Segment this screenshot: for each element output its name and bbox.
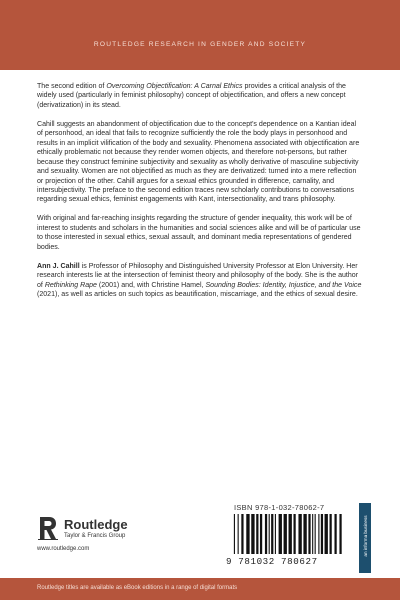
paragraph-intro-start: The second edition of (37, 83, 107, 90)
publisher-name: Routledge (64, 517, 128, 532)
paragraph-argument: Cahill suggests an abandonment of objectification due to the concept's dependence on a Kantian ideal of personhood, an ideal that fails to recognize sufficiently the role the body plays in personhood and results in an implicit vilification of the body and sexuality. Phenomena associated with objectification are ethically problematic not because they render women objects, and therefore not-persons, but rather because they construct feminine subjectivity and sexuality as wholly derivative of masculine subjectivity and sexuality. Women are not objectified as much as they are derivatized: turned into a mere reflection or projection of the other. Cahill argues for a sexual ethics grounded in difference, carnality, and intersubjectivity. The preface to the second edition traces new scholarly contributions to conversations regarding sexual ethics, feminist engagements with Kant, intersectionality, and trans philosophy. (37, 120, 360, 204)
book-title: Overcoming Objectification: A Carnal Ethics (106, 83, 243, 90)
informa-strip (359, 503, 371, 573)
header-band (0, 0, 400, 70)
footer-band (0, 578, 400, 600)
informa-strip-text: an informa business (363, 515, 368, 557)
series-title: ROUTLEDGE RESEARCH IN GENDER AND SOCIETY (93, 41, 307, 48)
paragraph-audience: With original and far-reaching insights regarding the structure of gender inequality, this work will be of interest to students and scholars in the humanities and social sciences alike and will be of particular use to those interested in sexual ethics, sexual assault, and dominant media representations of gendered bodies. (37, 215, 361, 251)
publisher-website[interactable]: www.routledge.com (37, 546, 90, 552)
routledge-logo-icon (37, 515, 59, 541)
author-name: Ann J. Cahill (37, 262, 80, 270)
paragraph-intro (37, 82, 363, 110)
author-bio-text-3: (2021), as well as articles on such topics as beautification, miscarriage, and the ethics of sexual desire. (37, 291, 358, 299)
footer-text: Routledge titles are available as eBook editions in a range of digital formats (37, 585, 238, 591)
author-book-1: Rethinking Rape (44, 281, 97, 289)
back-cover-text (37, 82, 363, 309)
author-book-2: Sounding Bodies: Identity, Injustice, and the Voice (205, 281, 362, 289)
author-bio (37, 262, 363, 300)
publisher-logo (37, 515, 197, 549)
isbn-label: ISBN 978-1-032-78062-7 (234, 503, 325, 512)
barcode (232, 514, 350, 554)
author-bio-text-2: (2001) and, with Christine Hamel, (96, 281, 206, 289)
barcode-digits: 9 781032 780627 (226, 556, 318, 567)
publisher-subtitle: Taylor & Francis Group (64, 533, 126, 539)
paragraph-intro-end: provides a critical analysis of the widely used (particularly in feminist philosophy) concept of objectification, and offers a new concept (derivatization) in its stead. (37, 83, 346, 109)
author-bio-text-1: is Professor of Philosophy and Distinguished University Professor at Elon University. Her research interests lie at the intersection of feminist theory and philosophy of the body. She is the author of (37, 262, 359, 289)
